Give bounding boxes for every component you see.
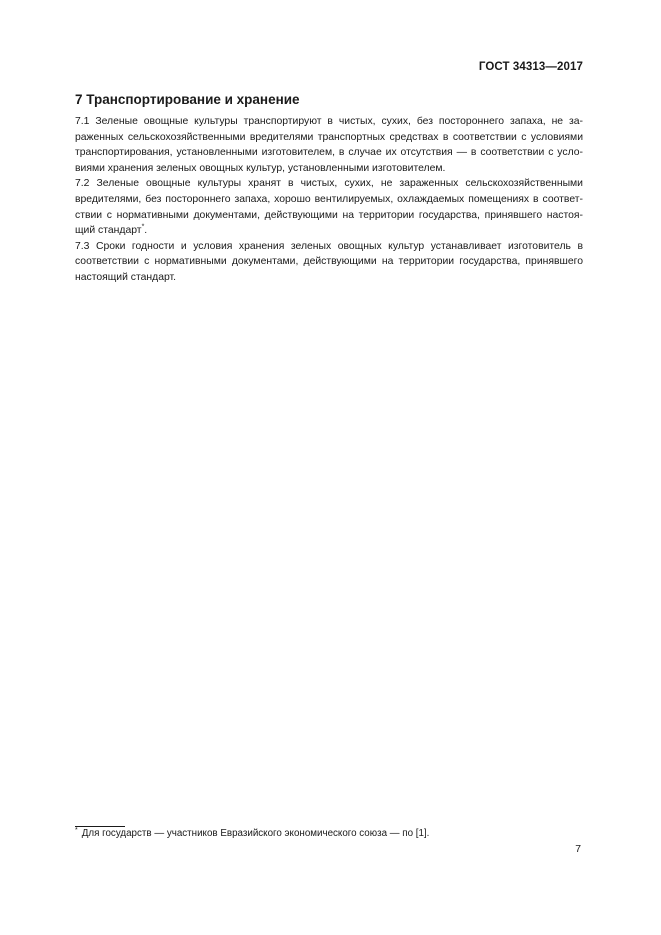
- paragraph-line: соответствии с нормативными документами, действующими на территории государства, принявшего: [75, 256, 583, 268]
- paragraph-line: 7.2 Зеленые овощные культуры хранят в чистых, сухих, не зараженных сельскохозяйственными: [75, 178, 583, 190]
- paragraph-line: вредителями, без постороннего запаха, хорошо вентилируемых, охлаждаемых помещениях в соответ-: [75, 193, 583, 205]
- paragraph-line: раженных сельскохозяйственными вредителями транспортных средствах в соответствии с условиями: [75, 131, 583, 143]
- paragraph-line: 7.3 Сроки годности и условия хранения зеленых овощных культур устанавливает изготовитель в: [75, 240, 583, 252]
- section-body: [75, 114, 583, 286]
- paragraph-7-1: [75, 114, 583, 176]
- paragraph-line-with-footnote: щий стандарт*.: [75, 223, 148, 237]
- paragraph-7-2: [75, 176, 583, 238]
- footnote-reference[interactable]: *: [141, 223, 145, 231]
- paragraph-line: виями хранения зеленых овощных культур, установленными изготовителем.: [75, 162, 446, 174]
- paragraph-line: щий стандарт: [75, 225, 142, 237]
- footnote-text: Для государств — участников Евразийского экономического союза — по [1].: [81, 828, 430, 839]
- paragraph-line: 7.1 Зеленые овощные культуры транспортируют в чистых, сухих, без постороннего запаха, не за-: [75, 116, 583, 127]
- footnote: [75, 828, 429, 839]
- paragraph-line: транспортирования, установленными изготовителем, в случае их отсутствия — в соответствии с усло-: [75, 147, 583, 159]
- paragraph-line: ствии с нормативными документами, действующими на территории государства, принявшего настоя-: [75, 209, 583, 221]
- document-code: ГОСТ 34313—2017: [478, 61, 583, 73]
- section-title: 7 Транспортирование и хранение: [75, 92, 300, 107]
- footnote-divider: [75, 826, 125, 827]
- footnote-mark: *: [75, 826, 78, 834]
- paragraph-7-3: [75, 239, 583, 286]
- paragraph-line: настоящий стандарт.: [75, 271, 177, 283]
- page-number: 7: [575, 844, 581, 855]
